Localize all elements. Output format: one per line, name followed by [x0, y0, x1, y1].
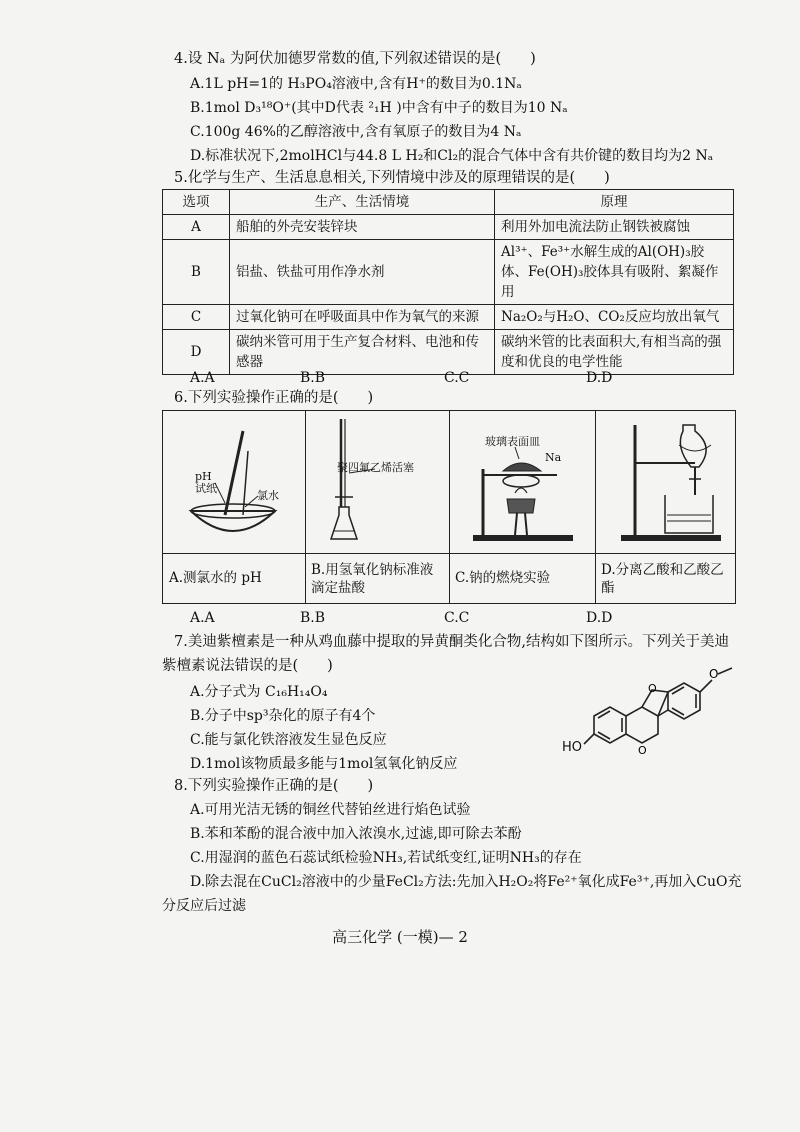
- svg-text:O: O: [709, 667, 719, 681]
- q5-row-d-principle: 碳纳米管的比表面积大,有相当高的强度和优良的电学性能: [495, 330, 734, 375]
- medicarpin-structure-icon: [560, 650, 750, 770]
- q5-row-c-principle: Na₂O₂与H₂O、CO₂反应均放出氧气: [495, 305, 734, 330]
- separatory-funnel-apparatus-icon: [595, 411, 735, 553]
- svg-text:O: O: [648, 682, 657, 695]
- q5-row-a-key: A: [163, 215, 230, 240]
- q6-caption-a: A.测氯水的 pH: [169, 570, 262, 586]
- q5-answer-c: C.C: [444, 370, 470, 386]
- q5-row-a-scenario: 船舶的外壳安装锌块: [230, 215, 495, 240]
- q6-caption-d: D.分离乙酸和乙酸乙酯: [601, 562, 724, 596]
- q6-cell-c: [449, 411, 596, 603]
- q7-stem-line2: 紫檀素说法错误的是( ): [162, 658, 333, 674]
- q8-option-c: C.用湿润的蓝色石蕊试纸检验NH₃,若试纸变红,证明NH₃的存在: [190, 850, 582, 866]
- q5-row-c-scenario: 过氧化钠可在呼吸面具中作为氧气的来源: [230, 305, 495, 330]
- q5-stem: 5.化学与生产、生活息息相关,下列情境中涉及的原理错误的是( ): [174, 170, 610, 186]
- table-row: [163, 215, 734, 240]
- page-footer: 高三化学 (一模)— 2: [332, 928, 468, 946]
- q5-row-c-key: C: [163, 305, 230, 330]
- chlorine-water-label: 氯水: [257, 489, 279, 502]
- q8-option-a: A.可用光洁无锈的铜丝代替铂丝进行焰色试验: [190, 802, 471, 818]
- table-row: [163, 240, 734, 305]
- q7-option-d: D.1mol该物质最多能与1mol氢氧化钠反应: [190, 756, 458, 772]
- q6-cell-a: [163, 411, 306, 603]
- q5-row-b-key: B: [163, 240, 230, 305]
- q6-answer-b: B.B: [300, 610, 326, 626]
- q6-cell-b: [305, 411, 450, 603]
- q8-option-d-continued: 分反应后过滤: [162, 898, 246, 914]
- q8-option-d: D.除去混在CuCl₂溶液中的少量FeCl₂方法:先加入H₂O₂将Fe²⁺氧化成Fe³⁺,再加入CuO充: [190, 874, 742, 890]
- q7-option-c: C.能与氯化铁溶液发生显色反应: [190, 732, 387, 748]
- q5-header-principle: 原理: [495, 190, 734, 215]
- q5-row-d-scenario: 碳纳米管可用于生产复合材料、电池和传感器: [230, 330, 495, 375]
- q5-answer-d: D.D: [586, 370, 613, 386]
- q6-cell-d: [595, 411, 735, 603]
- table-row: [163, 330, 734, 375]
- q4-option-c: C.100g 46%的乙醇溶液中,含有氧原子的数目为4 Nₐ: [190, 124, 522, 140]
- q5-row-a-principle: 利用外加电流法防止钢铁被腐蚀: [495, 215, 734, 240]
- q6-answer-c: C.C: [444, 610, 470, 626]
- q6-caption-b: B.用氢氧化钠标准液滴定盐酸: [311, 562, 434, 596]
- q4-option-d: D.标准状况下,2molHCl与44.8 L H₂和Cl₂的混合气体中含有共价键的数目均为2 Nₐ: [190, 148, 714, 164]
- q5-header-option: 选项: [163, 190, 230, 215]
- svg-text:O: O: [638, 744, 647, 757]
- q7-option-a: A.分子式为 C₁₆H₁₄O₄: [190, 684, 328, 700]
- q6-caption-c: C.钠的燃烧实验: [455, 570, 551, 586]
- q5-row-b-scenario: 铝盐、铁盐可用作净水剂: [230, 240, 495, 305]
- q7-option-b: B.分子中sp³杂化的原子有4个: [190, 708, 376, 724]
- q6-stem: 6.下列实验操作正确的是( ): [174, 390, 374, 406]
- q4-option-b: B.1mol D₃¹⁸O⁺(其中D代表 ²₁H )中含有中子的数目为10 Nₐ: [190, 100, 568, 116]
- sodium-label: Na: [545, 451, 562, 464]
- q5-table-header: [163, 190, 734, 215]
- q6-figure-table: [162, 410, 736, 604]
- ph-paper-label: pH试纸: [195, 470, 217, 495]
- q5-header-scenario: 生产、生活情境: [230, 190, 495, 215]
- q4-option-a: A.1L pH=1的 H₃PO₄溶液中,含有H⁺的数目为0.1Nₐ: [190, 76, 522, 92]
- q5-answer-a: A.A: [190, 370, 215, 386]
- q5-answer-b: B.B: [300, 370, 326, 386]
- ph-test-apparatus-icon: [163, 411, 305, 553]
- titration-apparatus-icon: [305, 411, 449, 553]
- hydroxyl-label: HO: [562, 740, 583, 755]
- q4-stem: 4.设 Nₐ 为阿伏加德罗常数的值,下列叙述错误的是( ): [174, 51, 536, 67]
- q5-row-d-key: D: [163, 330, 230, 375]
- q6-answer-a: A.A: [190, 610, 215, 626]
- q7-stem-line1: 7.美迪紫檀素是一种从鸡血藤中提取的异黄酮类化合物,结构如下图所示。下列关于美迪: [174, 634, 729, 650]
- q8-stem: 8.下列实验操作正确的是( ): [174, 778, 374, 794]
- q5-row-b-principle: Al³⁺、Fe³⁺水解生成的Al(OH)₃胶体、Fe(OH)₃胶体具有吸附、絮凝作用: [495, 240, 734, 305]
- q5-table: [162, 189, 734, 375]
- q6-answer-d: D.D: [586, 610, 613, 626]
- watch-glass-label: 玻璃表面皿: [485, 435, 540, 448]
- ptfe-stopcock-label: 聚四氟乙烯活塞: [337, 461, 414, 474]
- q8-option-b: B.苯和苯酚的混合液中加入浓溴水,过滤,即可除去苯酚: [190, 826, 522, 842]
- table-row: [163, 305, 734, 330]
